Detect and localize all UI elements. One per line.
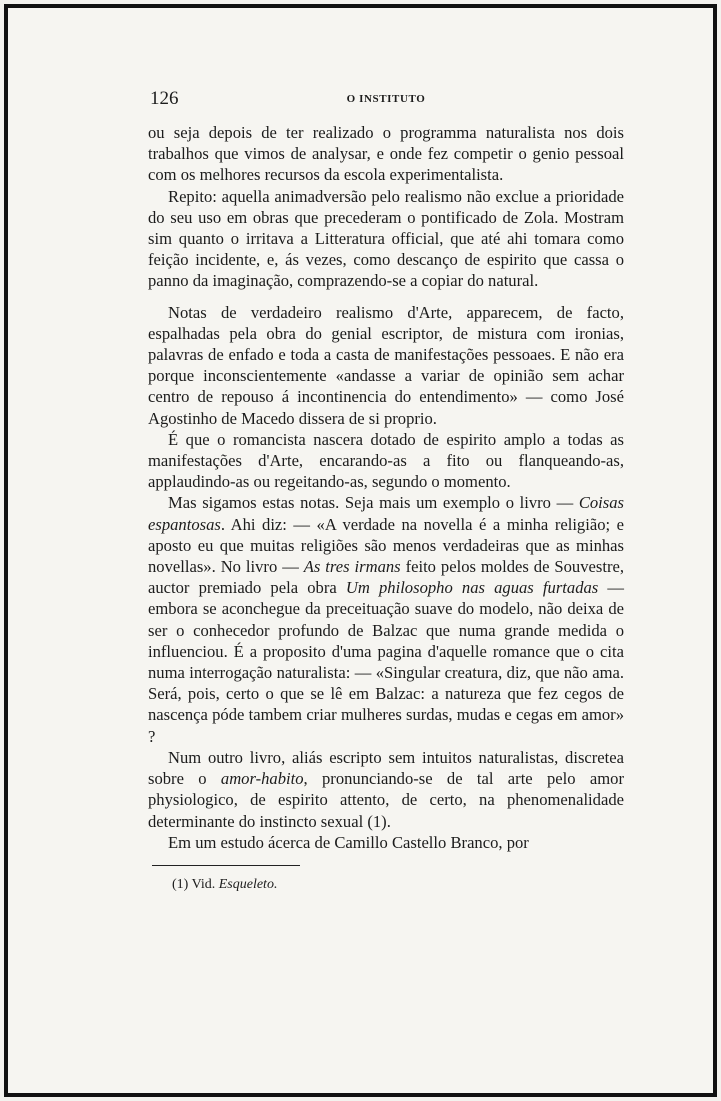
text-run: , pronunciando-se de tal arte pelo amor physiologico, de espirito attento, de certo, na phenomenalidade determinante do instincto sexual (1).	[148, 769, 624, 831]
page-header	[148, 88, 624, 112]
text-run: Mas sigamos estas notas. Seja mais um exemplo o livro —	[168, 493, 579, 513]
text-run: — embora se aconchegue da preceituação suave do modelo, não deixa de ser o conhecedor profundo de Balzac que numa grande medida o influenciou. É a proposito d'uma pagina d'aquelle romance que o cita numa interrogação naturalista: — «Singular creatura, diz, que não ama. Será, pois, certo o que se lê em Balzac: a natureza que fez cegos de nascença póde tambem criar mulheres surdas, mudas e cegas em amor» ?	[148, 578, 624, 746]
text-run: Em um estudo ácerca de Camillo Castello Branco, por	[168, 832, 529, 852]
text-run: É que o romancista nascera dotado de espirito amplo a todas as manifestações d'Arte, encarando-as a fito ou flanqueando-as, applaudindo-as ou regeitando-as, segundo o momento.	[148, 429, 624, 492]
text-run: ou seja depois de ter realizado o programma naturalista nos dois trabalhos que vimos de analysar, e onde fez competir o genio pessoal com os melhores recursos da escola experimentalista.	[148, 123, 624, 185]
book-page	[148, 88, 624, 893]
paragraph	[148, 302, 624, 429]
text-run: feito pelos moldes de Souvestre, auctor premiado pela obra	[148, 557, 624, 598]
running-title: O INSTITUTO	[346, 93, 426, 105]
footnote-rule	[152, 865, 300, 866]
paragraph	[148, 492, 624, 746]
paragraph	[148, 186, 624, 292]
page-number: 126	[150, 88, 179, 109]
footnote-marker: (1) Vid.	[172, 876, 216, 892]
italic-title: Um philosopho nas aguas furtadas	[345, 578, 599, 598]
paragraph	[148, 122, 624, 186]
paragraph	[148, 429, 624, 493]
text-run: . Ahi diz: — «A verdade na novella é a minha religião; e aposto eu que muitas religiões são menos verdadeiras que as minhas novellas». No livro —	[148, 514, 624, 577]
body-text	[148, 122, 624, 853]
italic-title: amor-habito	[220, 769, 304, 789]
text-run: Num outro livro, aliás escripto sem intuitos naturalistas, discreteа sobre o	[148, 747, 624, 789]
italic-title: As tres irmans	[303, 557, 401, 577]
footnote	[172, 877, 624, 893]
paragraph	[148, 747, 624, 832]
italic-title: Coisas espantosas	[148, 493, 624, 534]
footnote-reference: Esqueleto.	[218, 876, 278, 892]
text-run: Repito: aquella animadversão pelo realismo não exclue a prioridade do seu uso em obras que precederam o pontificado de Zola. Mostram sim quanto o irritava a Litteratura official, que até ahi tomara como feição incidente, e, ás vezes, como descanço de espirito que cassa o panno da imaginação, comprazendo-se a copiar do natural.	[148, 186, 624, 291]
text-run: Notas de verdadeiro realismo d'Arte, apparecem, de facto, espalhadas pela obra do genial escriptor, de mistura com ironias, palavras de enfado e toda a casta de manifestações pessoaes. E não era porque inconscientemente «andasse a variar de opinião sem achar centro de repouso á incontinencia do entendimento» — como José Agostinho de Macedo dissera de si proprio.	[148, 302, 624, 428]
paragraph	[148, 832, 624, 853]
